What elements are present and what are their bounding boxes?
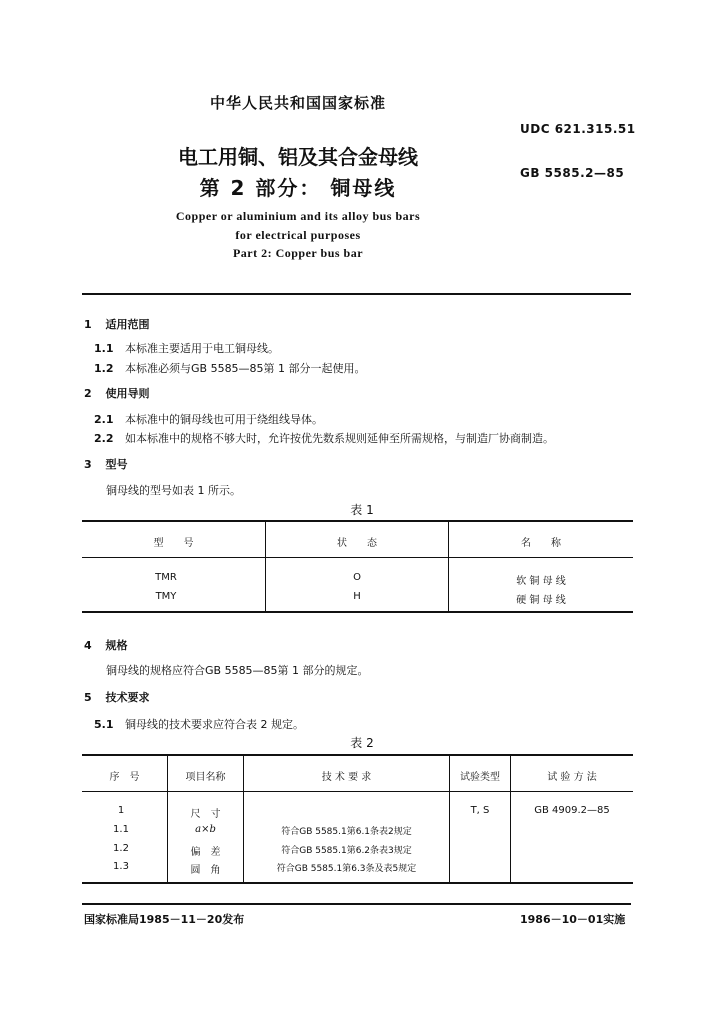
standard-org-title: 中华人民共和国国家标准 (209, 94, 386, 112)
table-cell: O (353, 572, 361, 583)
table-1-header-cell: 状 态 (337, 538, 377, 549)
section-title: 适用范围 (105, 318, 150, 331)
table-2-top-rule (82, 754, 633, 756)
title-cn-line1: 电工用铜、铝及其合金母线 (178, 145, 418, 169)
table-cell: 1.3 (113, 861, 129, 872)
clause-2-2 (94, 430, 554, 446)
table-2-header-cell: 序 号 (109, 772, 140, 783)
table-2-header-cell: 试验类型 (460, 772, 500, 783)
table-cell: 圆 角 (190, 865, 221, 876)
table-1-header-rule (82, 557, 633, 558)
section-5-heading (84, 689, 150, 705)
clause-text: 本标准主要适用于电工铜母线。 (125, 342, 279, 355)
table-2-header-cell: 项目名称 (185, 772, 226, 783)
effective-date: 1986－10－01实施 (520, 913, 626, 926)
clause-5-1 (94, 716, 304, 732)
section-title: 规格 (105, 639, 128, 652)
section-3-heading (84, 456, 128, 472)
section-title: 型号 (105, 458, 128, 471)
section-number: 2 (84, 387, 92, 400)
title-en-line2: for electrical purposes (235, 228, 361, 242)
clause-1-2 (94, 360, 366, 376)
table-cell: TMR (155, 572, 177, 583)
table-cell: T, S (470, 805, 490, 816)
table-2-header-cell: 试 验 方 法 (547, 772, 597, 783)
section-1-heading (84, 316, 150, 332)
table-cell: TMY (155, 591, 177, 602)
section-title: 技术要求 (105, 691, 150, 704)
header-divider (82, 293, 631, 295)
title-cn-line2: 第 2 部分： 铜母线 (199, 176, 397, 200)
section-2-heading (84, 385, 150, 401)
clause-1-1 (94, 340, 279, 356)
clause-number: 5.1 (94, 718, 114, 731)
table-2-header-cell: 技 术 要 求 (321, 772, 372, 783)
table-cell: 软 铜 母 线 (516, 576, 566, 587)
clause-number: 2.2 (94, 432, 114, 445)
clause-text: 铜母线的技术要求应符合表 2 规定。 (125, 718, 304, 731)
section-number: 4 (84, 639, 92, 652)
section-4-text: 铜母线的规格应符合GB 5585—85第 1 部分的规定。 (106, 664, 369, 677)
title-en-line1: Copper or aluminium and its alloy bus bars (175, 209, 421, 223)
clause-number: 1.1 (94, 342, 114, 355)
section-number: 5 (84, 691, 92, 704)
title-en-line3: Part 2: Copper bus bar (232, 246, 364, 260)
section-3-text: 铜母线的型号如表 1 所示。 (106, 484, 241, 497)
section-number: 3 (84, 458, 92, 471)
clause-number: 2.1 (94, 413, 114, 426)
clause-text: 本标准必须与GB 5585—85第 1 部分一起使用。 (125, 362, 366, 375)
footer-divider (82, 903, 631, 905)
table-1-header-cell: 名 称 (521, 538, 561, 549)
section-4-heading (84, 637, 128, 653)
table-2-header-rule (82, 791, 633, 792)
table-cell: 1.1 (113, 824, 129, 835)
table-cell: 硬 铜 母 线 (516, 595, 566, 606)
table-cell: 尺 寸 (190, 809, 221, 820)
issue-date: 国家标准局1985－11－20发布 (84, 913, 245, 926)
section-number: 1 (84, 318, 92, 331)
table-cell: 符合GB 5585.1第6.1条表2规定 (281, 827, 412, 837)
table-cell: 偏 差 (190, 847, 221, 858)
table-cell: 符合GB 5585.1第6.2条表3规定 (281, 846, 412, 856)
gb-number: GB 5585.2—85 (520, 166, 625, 180)
clause-2-1 (94, 411, 323, 427)
table-cell: 1.2 (113, 843, 129, 854)
clause-number: 1.2 (94, 362, 114, 375)
table-1-caption: 表 1 (350, 503, 374, 517)
table-cell: 符合GB 5585.1第6.3条及表5规定 (276, 864, 417, 874)
udc-number: UDC 621.315.51 (520, 122, 636, 136)
table-1-bottom-rule (82, 611, 633, 613)
table-1-header-cell: 型 号 (153, 538, 194, 549)
clause-text: 本标准中的铜母线也可用于绕组线导体。 (125, 413, 323, 426)
table-2-caption: 表 2 (350, 736, 374, 750)
section-title: 使用导则 (105, 387, 150, 400)
table-2-bottom-rule (82, 882, 633, 884)
table-1-top-rule (82, 520, 633, 522)
table-cell: H (353, 591, 361, 602)
table-cell: a×b (195, 824, 216, 835)
table-cell: 1 (117, 805, 125, 816)
table-cell: GB 4909.2—85 (534, 805, 610, 816)
clause-text: 如本标准中的规格不够大时，允许按优先数系规则延伸至所需规格，与制造厂协商制造。 (125, 432, 554, 445)
